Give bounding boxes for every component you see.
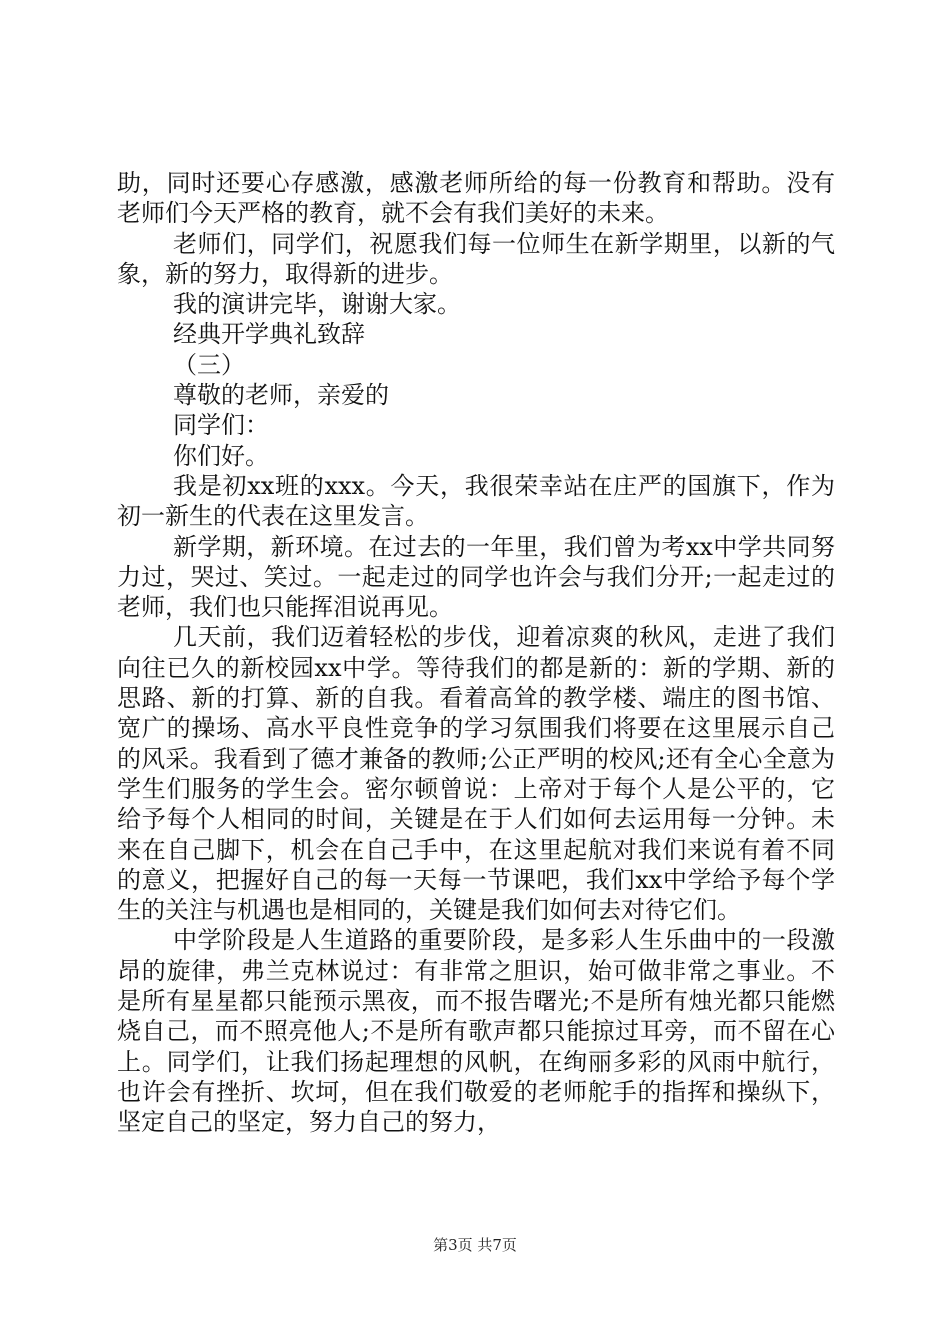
page-number: 第3页 共7页: [433, 1236, 517, 1254]
salutation-line: 同学们：: [173, 411, 269, 440]
paragraph: 中学阶段是人生道路的重要阶段，是多彩人生乐曲中的一段激昂的旋律，弗兰克林说过：有非常之胆识，始可做非常之事业。不是所有星星都只能预示黑夜，而不报告曙光;不是所有烛光都只能燃烧自己，而不照亮他人;不是所有歌声都只能掠过耳旁，而不留在心上。同学们，让我们扬起理想的风帆，在绚丽多彩的风雨中航行，也许会有挫折、坎坷，但在我们敬爱的老师舵手的指挥和操纵下，坚定自己的坚定，努力自己的努力，: [117, 926, 835, 1137]
salutation-line: 尊敬的老师，亲爱的: [173, 381, 389, 410]
section-number: （三）: [173, 350, 245, 379]
page-footer: [0, 1234, 950, 1255]
paragraph: 老师们，同学们，祝愿我们每一位师生在新学期里，以新的气象，新的努力，取得新的进步。: [117, 229, 835, 288]
paragraph: 助，同时还要心存感激，感激老师所给的每一份教育和帮助。没有老师们今天严格的教育，就不会有我们美好的未来。: [117, 169, 835, 228]
paragraph: 新学期，新环境。在过去的一年里，我们曾为考xx中学共同努力过，哭过、笑过。一起走过的同学也许会与我们分开;一起走过的老师，我们也只能挥泪说再见。: [117, 532, 835, 622]
paragraph: 几天前，我们迈着轻松的步伐，迎着凉爽的秋风，走进了我们向往已久的新校园xx中学。等待我们的都是新的：新的学期、新的思路、新的打算、新的自我。看着高耸的教学楼、端庄的图书馆、宽广的操场、高水平良性竞争的学习氛围我们将要在这里展示自己的风采。我看到了德才兼备的教师;公正严明的校风;还有全心全意为学生们服务的学生会。密尔顿曾说：上帝对于每个人是公平的，它给予每个人相同的时间，关键是在于人们如何去运用每一分钟。未来在自己脚下，机会在自己手中，在这里起航对我们来说有着不同的意义，把握好自己的每一天每一节课吧，我们xx中学给予每个学生的关注与机遇也是相同的，关键是我们如何去对待它们。: [117, 623, 835, 925]
document-body: [117, 168, 835, 1138]
paragraph: 我的演讲完毕，谢谢大家。: [173, 290, 461, 319]
greeting-line: 你们好。: [173, 441, 269, 470]
paragraph: 我是初xx班的xxx。今天，我很荣幸站在庄严的国旗下，作为初一新生的代表在这里发言。: [117, 471, 835, 531]
section-title: 经典开学典礼致辞: [173, 320, 365, 349]
